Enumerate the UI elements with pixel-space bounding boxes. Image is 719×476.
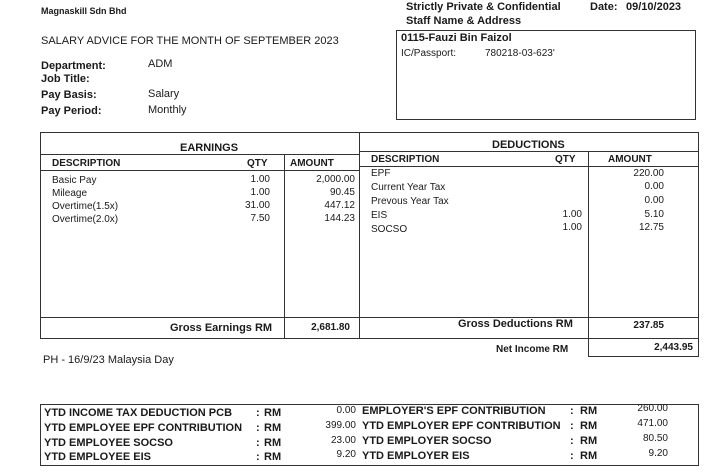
confidential-label: Strictly Private & Confidential — [406, 1, 561, 13]
deductions-amount-header: AMOUNT — [608, 154, 652, 165]
deductions-heading: DEDUCTIONS — [492, 139, 565, 151]
gross-earnings-value: 2,681.80 — [311, 322, 350, 333]
deductions-row-desc: EIS — [371, 210, 388, 221]
ytd-right-label: YTD EMPLOYER SOCSO — [362, 435, 492, 447]
pay-period-label: Pay Period: — [41, 105, 102, 117]
deductions-heading-line — [359, 151, 699, 152]
pay-basis-label: Pay Basis: — [41, 89, 97, 101]
ytd-left-label: YTD EMPLOYEE EPF CONTRIBUTION — [44, 422, 243, 434]
ic-value: 780218-03-623' — [485, 48, 555, 59]
date-value: 09/10/2023 — [626, 1, 682, 13]
company-name: Magnaskill Sdn Bhd — [41, 6, 127, 16]
ytd-right-sep: : — [570, 405, 574, 417]
ytd-right-value: 9.20 — [648, 448, 668, 459]
ytd-left-label: YTD EMPLOYEE EIS — [44, 451, 151, 463]
ytd-left-value: 0.00 — [336, 405, 356, 416]
earnings-heading: EARNINGS — [180, 142, 239, 154]
deductions-row-amount: 0.00 — [644, 195, 664, 206]
ytd-right-value: 260.00 — [637, 403, 668, 414]
ytd-right-currency: RM — [580, 435, 598, 447]
ytd-left-currency: RM — [264, 422, 282, 434]
department-value: ADM — [148, 58, 173, 70]
earnings-row-qty: 7.50 — [250, 213, 270, 224]
remark: PH - 16/9/23 Malaysia Day — [43, 354, 174, 366]
net-income-box — [588, 338, 699, 357]
earnings-heading-line — [40, 154, 360, 155]
ytd-left-value: 399.00 — [325, 420, 356, 431]
ytd-left-value: 9.20 — [336, 449, 356, 460]
ytd-right-sep: : — [570, 420, 574, 432]
ytd-left-sep: : — [256, 407, 260, 419]
deductions-amount-divider — [588, 151, 589, 339]
earnings-row-desc: Basic Pay — [52, 175, 97, 186]
earnings-row-desc: Mileage — [52, 188, 88, 199]
gross-deductions-label: Gross Deductions RM — [458, 318, 573, 330]
ytd-left-label: YTD INCOME TAX DEDUCTION PCB — [44, 407, 233, 419]
ytd-right-currency: RM — [580, 420, 598, 432]
gross-earnings-label: Gross Earnings RM — [170, 322, 273, 334]
ytd-right-label: EMPLOYER'S EPF CONTRIBUTION — [362, 405, 546, 417]
earnings-row-amount: 144.23 — [324, 213, 355, 224]
deductions-row-amount: 12.75 — [638, 222, 664, 233]
earnings-row-amount: 90.45 — [329, 187, 355, 198]
earnings-row-amount: 447.12 — [324, 200, 355, 211]
ytd-right-label: YTD EMPLOYER EPF CONTRIBUTION — [362, 420, 561, 432]
earnings-qty-header: QTY — [247, 158, 268, 169]
deductions-row-amount: 220.00 — [633, 168, 664, 179]
gross-deductions-value: 237.85 — [633, 320, 664, 331]
pay-basis-value: Salary — [148, 88, 180, 100]
table-divider — [359, 132, 360, 339]
deductions-row-desc: EPF — [371, 168, 391, 179]
ytd-left-value: 23.00 — [330, 435, 356, 446]
deductions-row-desc: Prevous Year Tax — [371, 196, 449, 207]
date-label: Date: — [590, 1, 618, 13]
totals-line — [40, 317, 699, 318]
ytd-right-value: 471.00 — [637, 418, 668, 429]
ytd-left-label: YTD EMPLOYEE SOCSO — [44, 437, 173, 449]
deductions-row-amount: 5.10 — [644, 209, 664, 220]
ytd-right-sep: : — [570, 435, 574, 447]
deductions-desc-header: DESCRIPTION — [371, 154, 440, 165]
deductions-row-qty: 1.00 — [562, 222, 582, 233]
ytd-left-currency: RM — [264, 437, 282, 449]
ytd-right-value: 80.50 — [642, 433, 668, 444]
earnings-row-desc: Overtime(2.0x) — [52, 214, 119, 225]
page-title: SALARY ADVICE FOR THE MONTH OF SEPTEMBER 2023 — [41, 35, 339, 47]
staff-heading: Staff Name & Address — [406, 15, 522, 27]
pay-period-value: Monthly — [148, 104, 187, 116]
ytd-right-currency: RM — [580, 405, 598, 417]
earnings-row-amount: 2,000.00 — [316, 174, 355, 185]
ytd-right-sep: : — [570, 450, 574, 462]
earnings-row-qty: 1.00 — [250, 174, 270, 185]
net-income-value: 2,443.95 — [654, 342, 693, 353]
earnings-header-line — [40, 170, 360, 171]
earnings-row-qty: 1.00 — [250, 187, 270, 198]
ytd-left-sep: : — [256, 422, 260, 434]
ytd-right-label: YTD EMPLOYER EIS — [362, 450, 470, 462]
ytd-left-sep: : — [256, 437, 260, 449]
department-label: Department: — [41, 60, 106, 72]
deductions-row-desc: Current Year Tax — [371, 182, 446, 193]
deductions-row-qty: 1.00 — [562, 209, 582, 220]
staff-name: 0115-Fauzi Bin Faizol — [401, 32, 512, 44]
job-title-label: Job Title: — [41, 73, 90, 85]
staff-address-box — [396, 30, 696, 120]
deductions-row-amount: 0.00 — [644, 181, 664, 192]
deductions-qty-header: QTY — [555, 154, 576, 165]
ytd-left-sep: : — [256, 451, 260, 463]
earnings-amount-divider — [284, 154, 285, 339]
ytd-left-currency: RM — [264, 407, 282, 419]
earnings-amount-header: AMOUNT — [290, 158, 334, 169]
deductions-row-desc: SOCSO — [371, 224, 408, 235]
earnings-deductions-table — [40, 132, 699, 339]
earnings-desc-header: DESCRIPTION — [52, 158, 121, 169]
ic-label: IC/Passport: — [401, 48, 457, 59]
ytd-right-currency: RM — [580, 450, 598, 462]
net-income-label: Net Income RM — [496, 344, 569, 355]
ytd-left-currency: RM — [264, 451, 282, 463]
deductions-header-line — [359, 166, 699, 167]
earnings-row-qty: 31.00 — [244, 200, 270, 211]
earnings-row-desc: Overtime(1.5x) — [52, 201, 119, 212]
